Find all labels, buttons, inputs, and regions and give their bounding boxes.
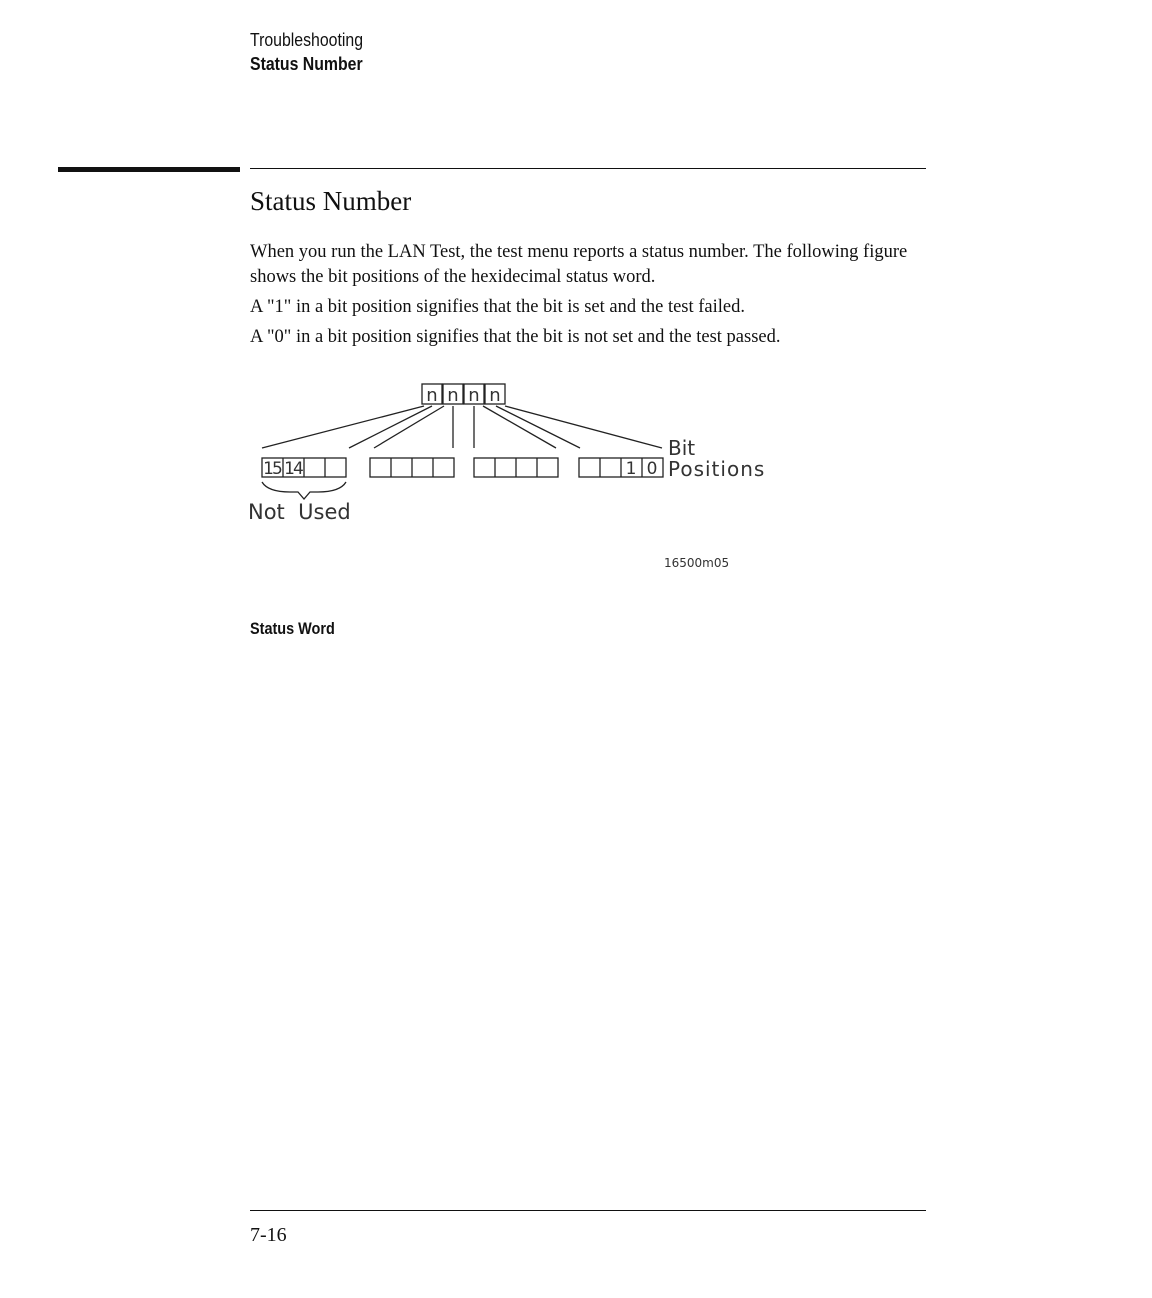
not-used-label: Not Used — [248, 500, 351, 524]
hex-digit-box-3 — [464, 384, 484, 404]
section-body — [250, 240, 910, 355]
bit-number-14: 14 — [284, 459, 302, 479]
bit-group-4 — [579, 458, 663, 477]
bit-group-1 — [262, 458, 346, 477]
footer-rule — [250, 1210, 926, 1211]
section-rule-thin — [250, 168, 926, 169]
page-number: 7-16 — [250, 1224, 287, 1246]
fan-line — [496, 406, 580, 448]
hex-digit-1: n — [426, 385, 438, 406]
figure-caption: Status Word — [250, 619, 335, 638]
figure-id: 16500m05 — [664, 556, 730, 570]
bit-group-3 — [474, 458, 558, 477]
bit-label: Bit — [668, 436, 696, 460]
bit-clear-paragraph: A "0" in a bit position signifies that the bit is not set and the test passed. — [250, 327, 781, 347]
hex-digit-3: n — [468, 385, 480, 406]
hex-digit-box-2 — [443, 384, 463, 404]
bit-number-15: 15 — [263, 459, 281, 479]
hex-digit-box-1 — [422, 384, 442, 404]
hex-digit-4: n — [489, 385, 501, 406]
hex-digit-2: n — [447, 385, 459, 406]
fan-line — [505, 406, 662, 448]
intro-paragraph: When you run the LAN Test, the test menu reports a status number. The following figure shows the bit positions of the hexidecimal status word. — [250, 242, 908, 287]
bit-group-2 — [370, 458, 454, 477]
fan-line — [374, 406, 444, 448]
running-header — [250, 28, 363, 76]
section-title: Status Number — [250, 186, 412, 216]
fan-line — [262, 406, 424, 448]
fan-line — [349, 406, 432, 448]
positions-label: Positions — [668, 457, 766, 481]
fan-line — [483, 406, 556, 448]
bit-set-paragraph: A "1" in a bit position signifies that the bit is set and the test failed. — [250, 297, 746, 317]
section-rule-thick — [58, 167, 240, 172]
bit-number-1: 1 — [625, 459, 637, 479]
not-used-brace — [262, 482, 346, 499]
bit-number-0: 0 — [646, 459, 658, 479]
hex-digit-box-4 — [485, 384, 505, 404]
header-chapter: Troubleshooting — [250, 30, 364, 50]
header-section: Status Number — [250, 54, 363, 74]
